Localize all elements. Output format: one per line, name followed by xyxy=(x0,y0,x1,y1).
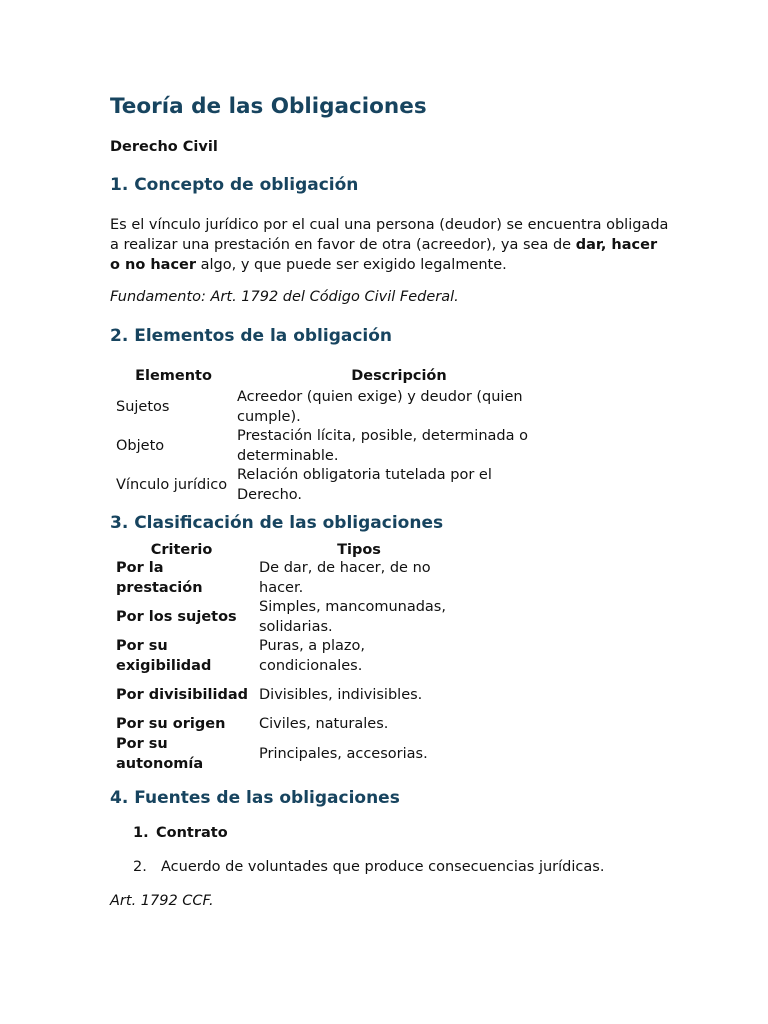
table-cell: Acreedor (quien exige) y deudor (quien cumple). xyxy=(237,389,523,425)
column-header: Descripción xyxy=(351,368,447,384)
column-header: Criterio xyxy=(150,542,213,558)
table-cell: Civiles, naturales. xyxy=(259,716,389,733)
document-subtitle: Derecho Civil xyxy=(110,139,218,155)
table-cell: Divisibles, indivisibles. xyxy=(259,686,423,703)
table-cell: Por los sujetos xyxy=(116,608,237,625)
table-cell: Sujetos xyxy=(116,398,170,415)
elements-table xyxy=(110,364,561,505)
table-cell: Objeto xyxy=(116,437,165,454)
section-1-heading: 1. Concepto de obligación xyxy=(110,175,359,195)
table-row xyxy=(110,598,465,637)
table-row xyxy=(110,388,561,427)
section-4-heading: 4. Fuentes de las obligaciones xyxy=(110,788,400,808)
table-header-row xyxy=(110,541,465,559)
table-row xyxy=(110,735,465,774)
concept-paragraph xyxy=(110,215,670,275)
table-cell: Por su autonomía xyxy=(116,736,204,772)
table-cell: Prestación lícita, posible, determinada o determinable. xyxy=(237,428,528,464)
table-row xyxy=(110,466,561,505)
table-cell: Por divisibilidad xyxy=(116,686,248,703)
column-header: Tipos xyxy=(337,542,381,558)
legal-basis-note: Fundamento: Art. 1792 del Código Civil Federal. xyxy=(110,289,459,305)
list-item-number: 1. xyxy=(133,825,149,841)
list-item xyxy=(133,859,604,875)
table-row xyxy=(110,427,561,466)
section-3-heading: 3. Clasificación de las obligaciones xyxy=(110,513,444,533)
list-item xyxy=(133,825,228,841)
classification-table xyxy=(110,541,465,774)
list-item-text: Contrato xyxy=(156,825,228,841)
list-item-text: Acuerdo de voluntades que produce consecuencias jurídicas. xyxy=(161,859,605,875)
table-row xyxy=(110,715,465,735)
table-cell: Por su exigibilidad xyxy=(116,638,212,674)
table-cell: Principales, accesorias. xyxy=(259,745,428,762)
page-title: Teoría de las Obligaciones xyxy=(110,94,427,119)
concept-text-part2: algo, y que puede ser exigido legalmente. xyxy=(196,257,507,273)
table-header-row xyxy=(110,364,561,388)
concept-text-part1: Es el vínculo jurídico por el cual una persona (deudor) se encuentra obligada a realizar una prestación en favor de otra (acreedor), ya sea de xyxy=(110,217,669,253)
list-item-number: 2. xyxy=(133,859,147,875)
table-row xyxy=(110,637,465,676)
column-header: Elemento xyxy=(135,368,212,384)
table-cell: Por su origen xyxy=(116,716,226,733)
table-cell: Relación obligatoria tutelada por el Derecho. xyxy=(237,467,492,503)
section-2-heading: 2. Elementos de la obligación xyxy=(110,326,393,346)
table-cell: Puras, a plazo, condicionales. xyxy=(259,638,366,674)
table-row xyxy=(110,559,465,598)
concept-text-bold: dar, hacer o no hacer xyxy=(110,237,658,273)
table-cell: Vínculo jurídico xyxy=(116,476,228,493)
table-row xyxy=(110,676,465,715)
table-cell: De dar, de hacer, de no hacer. xyxy=(259,560,431,596)
table-cell: Simples, mancomunadas, solidarias. xyxy=(259,599,446,635)
table-cell: Por la prestación xyxy=(116,560,203,596)
article-reference: Art. 1792 CCF. xyxy=(110,893,214,909)
